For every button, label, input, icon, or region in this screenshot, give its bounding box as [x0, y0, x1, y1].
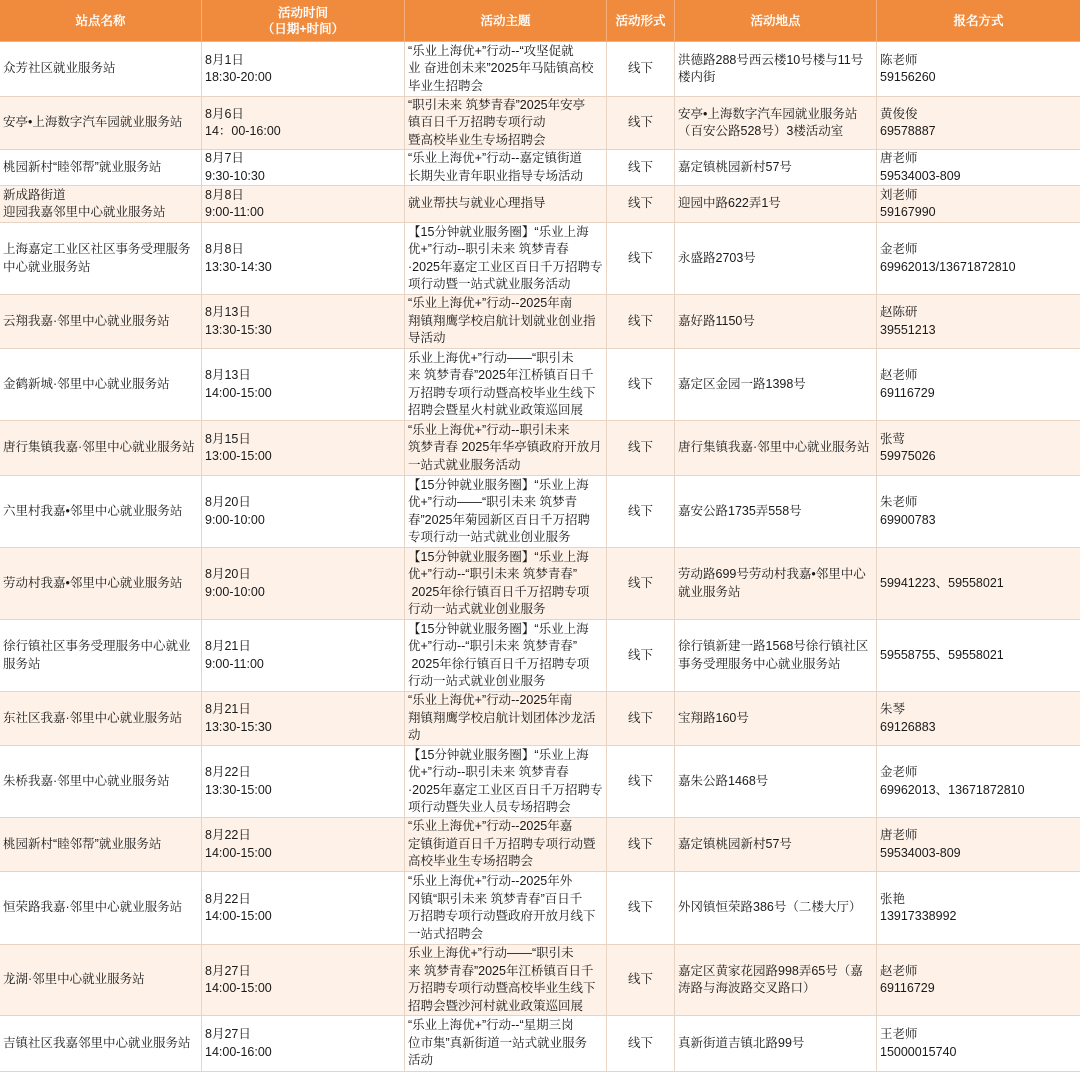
station-name-cell: 徐行镇社区事务受理服务中心就业 服务站 [0, 620, 202, 692]
table-row [0, 945, 1080, 1016]
station-name-cell: 东社区我嘉·邻里中心就业服务站 [0, 692, 202, 746]
activity-location-cell: 宝翔路160号 [675, 692, 877, 746]
station-name-cell: 金鹤新城·邻里中心就业服务站 [0, 349, 202, 421]
header-activity-format: 活动形式 [607, 0, 675, 42]
station-name-cell: 新成路街道 迎园我嘉邻里中心就业服务站 [0, 186, 202, 223]
table-header-row [0, 0, 1080, 42]
activity-location-cell: 外冈镇恒荣路386号（二楼大厅） [675, 872, 877, 945]
table-row [0, 1016, 1080, 1072]
activity-theme-cell: 【15分钟就业服务圈】“乐业上海 优+”行动--“职引未来 筑梦青春” 2025年徐行镇百日千万招聘专项 行动一站式就业创业服务 [405, 620, 607, 692]
table-row [0, 42, 1080, 97]
activity-theme-cell: “乐业上海优+”行动--嘉定镇街道 长期失业青年职业指导专场活动 [405, 150, 607, 186]
activity-location-cell: 嘉定镇桃园新村57号 [675, 150, 877, 186]
activity-location-cell: 劳动路699号劳动村我嘉•邻里中心 就业服务站 [675, 548, 877, 620]
registration-contact-cell: 张莺 59975026 [877, 421, 1080, 476]
activity-time-cell: 8月20日 9:00-10:00 [202, 548, 405, 620]
activity-time-cell: 8月27日 14:00-15:00 [202, 945, 405, 1016]
activity-format-cell: 线下 [607, 42, 675, 97]
table-row [0, 97, 1080, 150]
activity-location-cell: 永盛路2703号 [675, 223, 877, 295]
station-name-cell: 桃园新村“睦邻帮”就业服务站 [0, 150, 202, 186]
table-row [0, 476, 1080, 548]
activity-format-cell: 线下 [607, 295, 675, 349]
registration-contact-cell: 唐老师 59534003-809 [877, 818, 1080, 872]
activity-theme-cell: “乐业上海优+”行动--2025年外 冈镇“职引未来 筑梦青春”百日千 万招聘专项行动暨政府开放月线下 一站式招聘会 [405, 872, 607, 945]
activity-time-cell: 8月8日 13:30-14:30 [202, 223, 405, 295]
activity-theme-cell: “乐业上海优+”行动--“攻坚促就 业 奋进创未来”2025年马陆镇高校 毕业生招聘会 [405, 42, 607, 97]
registration-contact-cell: 唐老师 59534003-809 [877, 150, 1080, 186]
activity-time-cell: 8月15日 13:00-15:00 [202, 421, 405, 476]
activity-location-cell: 唐行集镇我嘉·邻里中心就业服务站 [675, 421, 877, 476]
activity-theme-cell: 【15分钟就业服务圈】“乐业上海 优+”行动--“职引未来 筑梦青春” 2025年徐行镇百日千万招聘专项 行动一站式就业创业服务 [405, 548, 607, 620]
activity-format-cell: 线下 [607, 476, 675, 548]
registration-contact-cell: 朱老师 69900783 [877, 476, 1080, 548]
header-activity-location: 活动地点 [675, 0, 877, 42]
activity-format-cell: 线下 [607, 223, 675, 295]
activity-time-cell: 8月20日 9:00-10:00 [202, 476, 405, 548]
registration-contact-cell: 赵老师 69116729 [877, 945, 1080, 1016]
table-row [0, 548, 1080, 620]
activity-location-cell: 嘉定区金园一路1398号 [675, 349, 877, 421]
table-row [0, 186, 1080, 223]
table-row [0, 872, 1080, 945]
activity-location-cell: 嘉定区黄家花园路998弄65号（嘉 涛路与海波路交叉路口） [675, 945, 877, 1016]
activity-theme-cell: 【15分钟就业服务圈】“乐业上海 优+”行动--职引未来 筑梦青春 ·2025年嘉定工业区百日千万招聘专 项行动暨失业人员专场招聘会 [405, 746, 607, 818]
table-row [0, 150, 1080, 186]
station-name-cell: 安亭•上海数字汽车园就业服务站 [0, 97, 202, 150]
activity-theme-cell: 【15分钟就业服务圈】“乐业上海 优+”行动——“职引未来 筑梦青 春”2025年菊园新区百日千万招聘 专项行动一站式就业创业服务 [405, 476, 607, 548]
activity-location-cell: 嘉安公路1735弄558号 [675, 476, 877, 548]
activity-location-cell: 徐行镇新建一路1568号徐行镇社区 事务受理服务中心就业服务站 [675, 620, 877, 692]
activity-format-cell: 线下 [607, 872, 675, 945]
activity-format-cell: 线下 [607, 746, 675, 818]
activity-location-cell: 嘉定镇桃园新村57号 [675, 818, 877, 872]
station-name-cell: 桃园新村“睦邻帮”就业服务站 [0, 818, 202, 872]
activity-location-cell: 真新街道吉镇北路99号 [675, 1016, 877, 1072]
activity-format-cell: 线下 [607, 186, 675, 223]
table-row [0, 818, 1080, 872]
station-name-cell: 众芳社区就业服务站 [0, 42, 202, 97]
registration-contact-cell: 59941223、59558021 [877, 548, 1080, 620]
table-row [0, 620, 1080, 692]
registration-contact-cell: 赵老师 69116729 [877, 349, 1080, 421]
activity-location-cell: 嘉好路1150号 [675, 295, 877, 349]
activity-format-cell: 线下 [607, 1016, 675, 1072]
activity-location-cell: 安亭•上海数字汽车园就业服务站 （百安公路528号）3楼活动室 [675, 97, 877, 150]
activity-format-cell: 线下 [607, 818, 675, 872]
station-name-cell: 唐行集镇我嘉·邻里中心就业服务站 [0, 421, 202, 476]
header-activity-time: 活动时间 （日期+时间） [202, 0, 405, 42]
activity-time-cell: 8月8日 9:00-11:00 [202, 186, 405, 223]
activity-format-cell: 线下 [607, 349, 675, 421]
activity-format-cell: 线下 [607, 150, 675, 186]
station-name-cell: 吉镇社区我嘉邻里中心就业服务站 [0, 1016, 202, 1072]
activity-time-cell: 8月21日 13:30-15:30 [202, 692, 405, 746]
station-name-cell: 朱桥我嘉·邻里中心就业服务站 [0, 746, 202, 818]
header-station-name: 站点名称 [0, 0, 202, 42]
activity-theme-cell: “乐业上海优+”行动--“星期三岗 位市集”真新街道一站式就业服务 活动 [405, 1016, 607, 1072]
activity-time-cell: 8月22日 14:00-15:00 [202, 872, 405, 945]
registration-contact-cell: 刘老师 59167990 [877, 186, 1080, 223]
registration-contact-cell: 张艳 13917338992 [877, 872, 1080, 945]
activity-theme-cell: “乐业上海优+”行动--2025年南 翔镇翔鹰学校启航计划团体沙龙活 动 [405, 692, 607, 746]
table-row [0, 746, 1080, 818]
station-name-cell: 劳动村我嘉•邻里中心就业服务站 [0, 548, 202, 620]
activity-time-cell: 8月27日 14:00-16:00 [202, 1016, 405, 1072]
activity-format-cell: 线下 [607, 97, 675, 150]
activity-theme-cell: “乐业上海优+”行动--职引未来 筑梦青春 2025年华亭镇政府开放月 一站式就业服务活动 [405, 421, 607, 476]
activity-format-cell: 线下 [607, 945, 675, 1016]
activity-location-cell: 迎园中路622弄1号 [675, 186, 877, 223]
activity-location-cell: 洪德路288号西云楼10号楼与11号 楼内街 [675, 42, 877, 97]
station-name-cell: 上海嘉定工业区社区事务受理服务 中心就业服务站 [0, 223, 202, 295]
registration-contact-cell: 金老师 69962013/13671872810 [877, 223, 1080, 295]
activity-time-cell: 8月13日 14:00-15:00 [202, 349, 405, 421]
activity-location-cell: 嘉朱公路1468号 [675, 746, 877, 818]
table-row [0, 295, 1080, 349]
table-row [0, 349, 1080, 421]
activity-theme-cell: 乐业上海优+”行动——“职引未 来 筑梦青春”2025年江桥镇百日千 万招聘专项行动暨高校毕业生线下 招聘会暨沙河村就业政策巡回展 [405, 945, 607, 1016]
table-row [0, 421, 1080, 476]
table-row [0, 223, 1080, 295]
activity-theme-cell: 乐业上海优+”行动——“职引未 来 筑梦青春”2025年江桥镇百日千 万招聘专项行动暨高校毕业生线下 招聘会暨星火村就业政策巡回展 [405, 349, 607, 421]
activity-time-cell: 8月1日 18:30-20:00 [202, 42, 405, 97]
registration-contact-cell: 王老师 15000015740 [877, 1016, 1080, 1072]
activity-theme-cell: “乐业上海优+”行动--2025年南 翔镇翔鹰学校启航计划就业创业指 导活动 [405, 295, 607, 349]
table-row [0, 692, 1080, 746]
activity-format-cell: 线下 [607, 692, 675, 746]
table-body [0, 42, 1080, 1072]
station-name-cell: 恒荣路我嘉·邻里中心就业服务站 [0, 872, 202, 945]
activity-theme-cell: “乐业上海优+”行动--2025年嘉 定镇街道百日千万招聘专项行动暨 高校毕业生专场招聘会 [405, 818, 607, 872]
registration-contact-cell: 朱琴 69126883 [877, 692, 1080, 746]
activity-format-cell: 线下 [607, 548, 675, 620]
activity-theme-cell: “职引未来 筑梦青春”2025年安亭 镇百日千万招聘专项行动 暨高校毕业生专场招聘会 [405, 97, 607, 150]
registration-contact-cell: 陈老师 59156260 [877, 42, 1080, 97]
registration-contact-cell: 59558755、59558021 [877, 620, 1080, 692]
header-registration-method: 报名方式 [877, 0, 1080, 42]
activity-format-cell: 线下 [607, 421, 675, 476]
activity-time-cell: 8月21日 9:00-11:00 [202, 620, 405, 692]
station-name-cell: 六里村我嘉•邻里中心就业服务站 [0, 476, 202, 548]
activity-time-cell: 8月22日 13:30-15:00 [202, 746, 405, 818]
activity-format-cell: 线下 [607, 620, 675, 692]
station-name-cell: 龙湖·邻里中心就业服务站 [0, 945, 202, 1016]
registration-contact-cell: 赵陈研 39551213 [877, 295, 1080, 349]
activity-time-cell: 8月6日 14：00-16:00 [202, 97, 405, 150]
activity-theme-cell: 就业帮扶与就业心理指导 [405, 186, 607, 223]
activity-time-cell: 8月7日 9:30-10:30 [202, 150, 405, 186]
station-name-cell: 云翔我嘉·邻里中心就业服务站 [0, 295, 202, 349]
registration-contact-cell: 黄俊俊 69578887 [877, 97, 1080, 150]
header-activity-theme: 活动主题 [405, 0, 607, 42]
registration-contact-cell: 金老师 69962013、13671872810 [877, 746, 1080, 818]
activity-time-cell: 8月22日 14:00-15:00 [202, 818, 405, 872]
activity-time-cell: 8月13日 13:30-15:30 [202, 295, 405, 349]
activity-theme-cell: 【15分钟就业服务圈】“乐业上海 优+”行动--职引未来 筑梦青春 ·2025年嘉定工业区百日千万招聘专 项行动暨一站式就业服务活动 [405, 223, 607, 295]
